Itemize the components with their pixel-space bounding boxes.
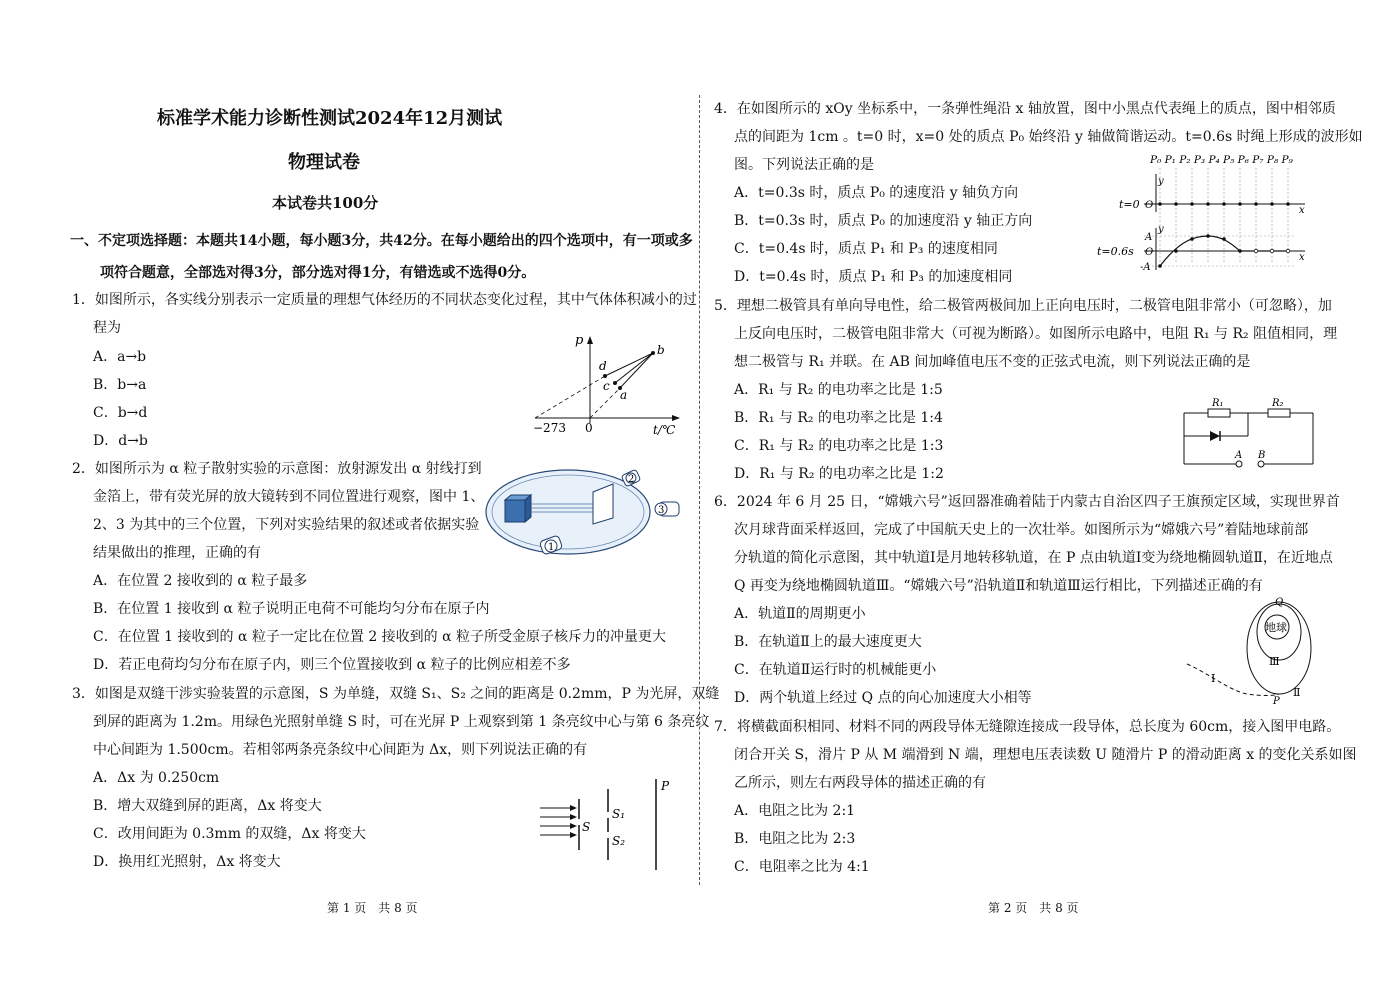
q2-option-a: A．在位置 2 接收到的 α 粒子最多 xyxy=(93,573,308,589)
q6-orbit-figure xyxy=(1185,596,1315,706)
q4-label-t0: t=0 xyxy=(1119,198,1140,211)
q3-label-s1: S₁ xyxy=(612,807,626,821)
q6-line2: 次月球背面采样返回，完成了中国航天史上的一次壮举。如图所示为“嫦娥六号”着陆地球前部 xyxy=(734,522,1309,538)
q2-label-2: 2 xyxy=(628,474,635,485)
q5-option-a: A．R₁ 与 R₂ 的电功率之比是 1:5 xyxy=(734,382,943,398)
q4-label-x1: x xyxy=(1299,205,1305,216)
q6-option-b: B．在轨道Ⅱ上的最大速度更大 xyxy=(734,634,922,650)
q5-line3: 想二极管与 R₁ 并联。在 AB 间加峰值电压不变的正弦式电流，则下列说法正确的是 xyxy=(734,354,1251,370)
q2-line4: 结果做出的推理，正确的有 xyxy=(93,545,261,561)
total-score: 本试卷共100分 xyxy=(272,194,379,212)
q4-label-a: A xyxy=(1145,232,1153,243)
q4-label-points: P₀ P₁ P₂ P₃ P₄ P₅ P₆ P₇ P₈ P₉ xyxy=(1150,154,1293,166)
q5-option-c: C．R₁ 与 R₂ 的电功率之比是 1:3 xyxy=(734,438,944,454)
q7-option-b: B．电阻之比为 2:3 xyxy=(734,831,856,847)
q2-scattering-figure xyxy=(483,460,688,565)
q1-label-c: c xyxy=(603,379,610,393)
q1-pt-figure xyxy=(525,328,685,438)
q7-line3: 乙所示，则左右两段导体的描述正确的有 xyxy=(734,775,986,791)
q4-wave-figure xyxy=(1095,150,1320,273)
exam-subtitle: 物理试卷 xyxy=(288,152,360,173)
section1-line1: 一、不定项选择题：本题共14小题，每小题3分，共42分。在每小题给出的四个选项中，有一项或多 xyxy=(70,233,693,249)
q2-label-1: 1 xyxy=(548,542,555,553)
q6-label-p: P xyxy=(1273,696,1280,707)
q4-line2: 点的间距为 1cm 。t=0 时，x=0 处的质点 P₀ 始终沿 y 轴做简谐运动。t=0.6s 时绳上形成的波形如 xyxy=(734,129,1363,145)
q3-option-a: A．Δx 为 0.250cm xyxy=(93,770,220,786)
q3-option-c: C．改用间距为 0.3mm 的双缝，Δx 将变大 xyxy=(93,826,366,842)
q2-line3: 2、3 为其中的三个位置，下列对实验结果的叙述或者依据实验 xyxy=(93,517,480,533)
q4-label-t06: t=0.6s xyxy=(1097,245,1134,258)
q1-label-p: p xyxy=(575,333,584,348)
q3-label-s: S xyxy=(582,820,591,834)
q2-label-3: 3 xyxy=(658,505,665,516)
q4-label-y1: y xyxy=(1158,176,1164,187)
q7-option-c: C．电阻率之比为 4:1 xyxy=(734,859,870,875)
q3-double-slit-figure xyxy=(535,775,685,875)
q4-option-d: D．t=0.4s 时，质点 P₁ 和 P₃ 的加速度相同 xyxy=(734,269,1013,285)
q6-label-q: Q xyxy=(1275,597,1284,608)
q6-line4: Q 再变为绕地椭圆轨道Ⅲ。“嫦娥六号”沿轨道Ⅱ和轨道Ⅲ运行相比，下列描述正确的有 xyxy=(734,578,1263,594)
q7-line2: 闭合开关 S，滑片 P 从 M 端滑到 N 端，理想电压表读数 U 随滑片 P 的滑动距离 x 的变化关系如图 xyxy=(734,747,1357,763)
q4-line3: 图。下列说法正确的是 xyxy=(734,157,874,173)
q1-label-zero: 0 xyxy=(585,421,593,435)
page-divider xyxy=(699,95,700,885)
q2-option-c: C．在位置 1 接收到的 α 粒子一定比在位置 2 接收到的 α 粒子所受金原子核斥力的冲量更大 xyxy=(93,629,667,645)
q1-label-d: d xyxy=(599,359,607,373)
q5-label-r1: R₁ xyxy=(1212,398,1224,409)
q4-line1: 4．在如图所示的 xOy 坐标系中，一条弹性绳沿 x 轴放置，图中小黑点代表绳上的质点，图中相邻质 xyxy=(714,101,1336,117)
q6-label-iii: Ⅲ xyxy=(1269,655,1280,668)
footer-right: 第 2 页 共 8 页 xyxy=(988,901,1079,915)
q3-line2: 到屏的距离为 1.2m。用绿色光照射单缝 S 时，可在光屏 P 上观察到第 1 条亮纹中心与第 6 条亮纹 xyxy=(93,714,710,730)
q1-option-c: C．b→d xyxy=(93,405,148,421)
q1-option-d: D．d→b xyxy=(93,433,148,449)
q1-line1: 1．如图所示，各实线分别表示一定质量的理想气体经历的不同状态变化过程，其中气体体积减小的过 xyxy=(72,292,697,308)
q4-label-o2: O xyxy=(1145,247,1154,258)
q6-option-c: C．在轨道Ⅱ运行时的机械能更小 xyxy=(734,662,937,678)
exam-title: 标准学术能力诊断性测试2024年12月测试 xyxy=(157,108,503,129)
q7-line1: 7．将横截面积相同、材料不同的两段导体无缝隙连接成一段导体，总长度为 60cm，接入图甲电路。 xyxy=(714,719,1341,735)
q1-line2: 程为 xyxy=(93,320,121,336)
q7-option-a: A．电阻之比为 2:1 xyxy=(734,803,856,819)
q4-option-b: B．t=0.3s 时，质点 P₀ 的加速度沿 y 轴正方向 xyxy=(734,213,1033,229)
q6-option-a: A．轨道Ⅱ的周期更小 xyxy=(734,606,866,622)
q6-option-d: D．两个轨道上经过 Q 点的向心加速度大小相等 xyxy=(734,690,1032,706)
section1-line2: 项符合题意，全部选对得3分，部分选对得1分，有错选或不选得0分。 xyxy=(100,265,536,281)
q1-label-t: t/℃ xyxy=(653,423,676,437)
q4-option-c: C．t=0.4s 时，质点 P₁ 和 P₃ 的速度相同 xyxy=(734,241,998,257)
footer-left: 第 1 页 共 8 页 xyxy=(327,901,418,915)
q6-line1: 6．2024 年 6 月 25 日，“嫦娥六号”返回器准确着陆于内蒙古自治区四子王旗预定区域，实现世界首 xyxy=(714,494,1340,510)
q5-label-a: A xyxy=(1235,450,1243,461)
q4-label-o1: O xyxy=(1145,200,1154,211)
q4-option-a: A．t=0.3s 时，质点 P₀ 的速度沿 y 轴负方向 xyxy=(734,185,1019,201)
q5-label-b: B xyxy=(1258,450,1266,461)
q6-line3: 分轨道的简化示意图，其中轨道Ⅰ是月地转移轨道，在 P 点由轨道Ⅰ变为绕地椭圆轨道Ⅱ，在近地点 xyxy=(734,550,1333,566)
q5-option-b: B．R₁ 与 R₂ 的电功率之比是 1:4 xyxy=(734,410,943,426)
q5-line1: 5．理想二极管具有单向导电性，给二极管两极间加上正向电压时，二极管电阻非常小（可忽略），加 xyxy=(714,298,1332,314)
q6-label-ii: Ⅱ xyxy=(1293,686,1301,699)
q3-label-p: P xyxy=(661,779,670,793)
q2-option-b: B．在位置 1 接收到 α 粒子说明正电荷不可能均匀分布在原子内 xyxy=(93,601,490,617)
q2-line1: 2．如图所示为 α 粒子散射实验的示意图：放射源发出 α 射线打到 xyxy=(72,461,482,477)
q1-label-neg273: −273 xyxy=(533,421,566,435)
q1-label-a: a xyxy=(620,388,628,402)
q3-line3: 中心间距为 1.500cm。若相邻两条亮条纹中心间距为 Δx，则下列说法正确的有 xyxy=(93,742,588,758)
q1-option-a: A．a→b xyxy=(93,349,147,365)
q1-label-b: b xyxy=(657,343,665,357)
q4-label-y2: y xyxy=(1158,224,1164,235)
q1-option-b: B．b→a xyxy=(93,377,147,393)
q3-line1: 3．如图是双缝干涉实验装置的示意图，S 为单缝，双缝 S₁、S₂ 之间的距离是 0.2mm，P 为光屏，双缝 xyxy=(72,686,720,702)
q2-option-d: D．若正电荷均匀分布在原子内，则三个位置接收到 α 粒子的比例应相差不多 xyxy=(93,657,571,673)
q5-circuit-figure xyxy=(1180,396,1320,471)
q5-option-d: D．R₁ 与 R₂ 的电功率之比是 1:2 xyxy=(734,466,944,482)
q5-label-r2: R₂ xyxy=(1272,398,1284,409)
q3-option-b: B．增大双缝到屏的距离，Δx 将变大 xyxy=(93,798,322,814)
q5-line2: 上反向电压时，二极管电阻非常大（可视为断路）。如图所示电路中，电阻 R₁ 与 R₂ 阻值相同，理 xyxy=(734,326,1338,342)
q4-label-x2: x xyxy=(1299,252,1305,263)
q4-label-nega: -A xyxy=(1140,262,1151,273)
q6-label-i: Ⅰ xyxy=(1211,672,1216,685)
q6-label-earth: 地球 xyxy=(1265,621,1287,634)
q3-option-d: D．换用红光照射，Δx 将变大 xyxy=(93,854,281,870)
q3-label-s2: S₂ xyxy=(612,834,626,848)
q2-line2: 金箔上，带有荧光屏的放大镜转到不同位置进行观察，图中 1、 xyxy=(93,489,485,505)
